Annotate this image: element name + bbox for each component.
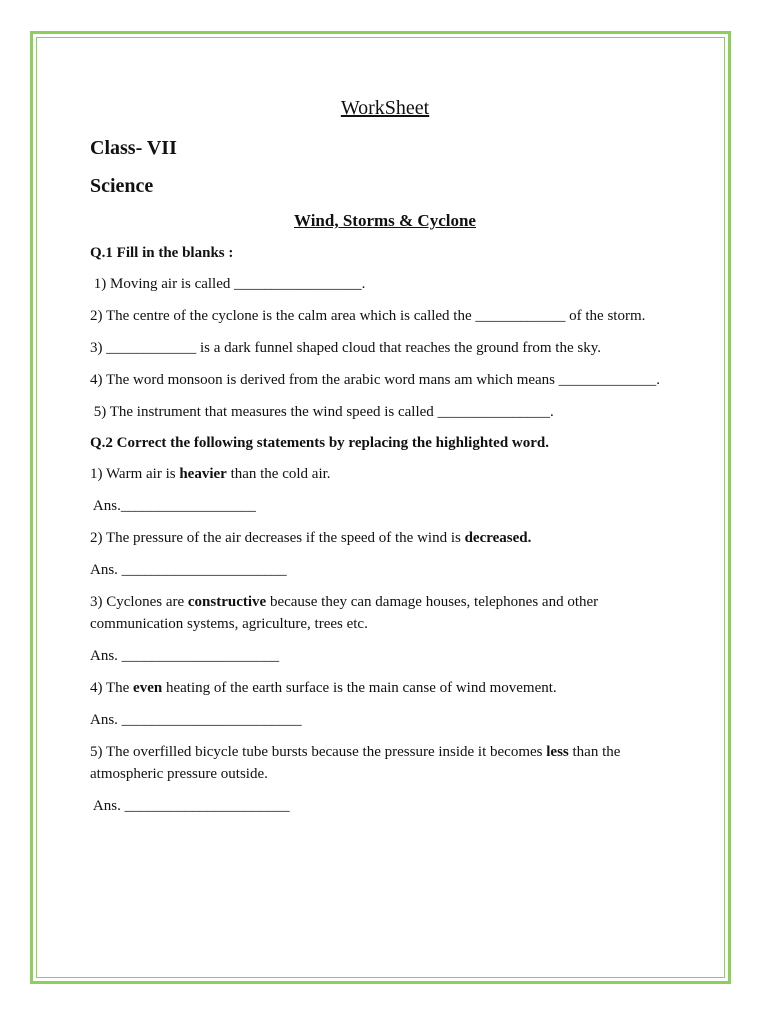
q2-item-2 (90, 527, 680, 549)
q1-item-1: 1) Moving air is called _________________. (90, 276, 366, 292)
q2-item-1 (90, 463, 680, 485)
chapter-title: Wind, Storms & Cyclone (294, 211, 476, 230)
q2-answer-1: Ans.__________________ (90, 498, 256, 514)
class-label: Class- VII (90, 137, 177, 159)
q2-heading: Q.2 Correct the following statements by replacing the highlighted word. (90, 435, 550, 451)
subject-label: Science (90, 175, 154, 197)
q2-item-5-after: than the atmospheric pressure outside. (90, 744, 621, 782)
q1-item-5: 5) The instrument that measures the wind speed is called _______________. (90, 404, 554, 420)
q2-answer-3: Ans. _____________________ (90, 648, 280, 664)
q2-item-5-before: 5) The overfilled bicycle tube bursts because the pressure inside it becomes (90, 744, 547, 760)
q2-item-2-before: 2) The pressure of the air decreases if the speed of the wind is (90, 530, 465, 546)
q2-item-5 (90, 741, 680, 785)
q2-item-4-after: heating of the earth surface is the main canse of wind movement. (162, 680, 557, 696)
q2-item-3-highlight: constructive (187, 594, 267, 610)
q2-item-3-before: 3) Cyclones are (90, 594, 188, 610)
q1-item-3: 3) ____________ is a dark funnel shaped cloud that reaches the ground from the sky. (90, 340, 601, 356)
q2-item-2-highlight: decreased. (464, 530, 532, 546)
q2-answer-5: Ans. ______________________ (90, 798, 290, 814)
q1-heading: Q.1 Fill in the blanks : (90, 245, 234, 261)
q2-item-1-after: than the cold air. (226, 466, 331, 482)
q2-item-4-highlight: even (133, 680, 163, 696)
q2-answer-4: Ans. ________________________ (90, 712, 302, 728)
worksheet-title: WorkSheet (340, 97, 430, 119)
q2-answer-2: Ans. ______________________ (90, 562, 287, 578)
q1-item-2: 2) The centre of the cyclone is the calm area which is called the ____________ of the storm. (90, 308, 646, 324)
q2-item-3 (90, 591, 680, 635)
q2-item-4-before: 4) The (90, 680, 134, 696)
q2-item-3-after: because they can damage houses, telephones and other communication systems, agriculture, trees etc. (90, 594, 599, 632)
q2-item-5-highlight: less (546, 744, 569, 760)
worksheet-page (90, 93, 680, 817)
q1-item-4: 4) The word monsoon is derived from the arabic word mans am which means _____________. (90, 372, 661, 388)
q2-item-4 (90, 677, 680, 699)
q2-item-1-highlight: heavier (179, 466, 227, 482)
q2-item-1-before: 1) Warm air is (90, 466, 180, 482)
